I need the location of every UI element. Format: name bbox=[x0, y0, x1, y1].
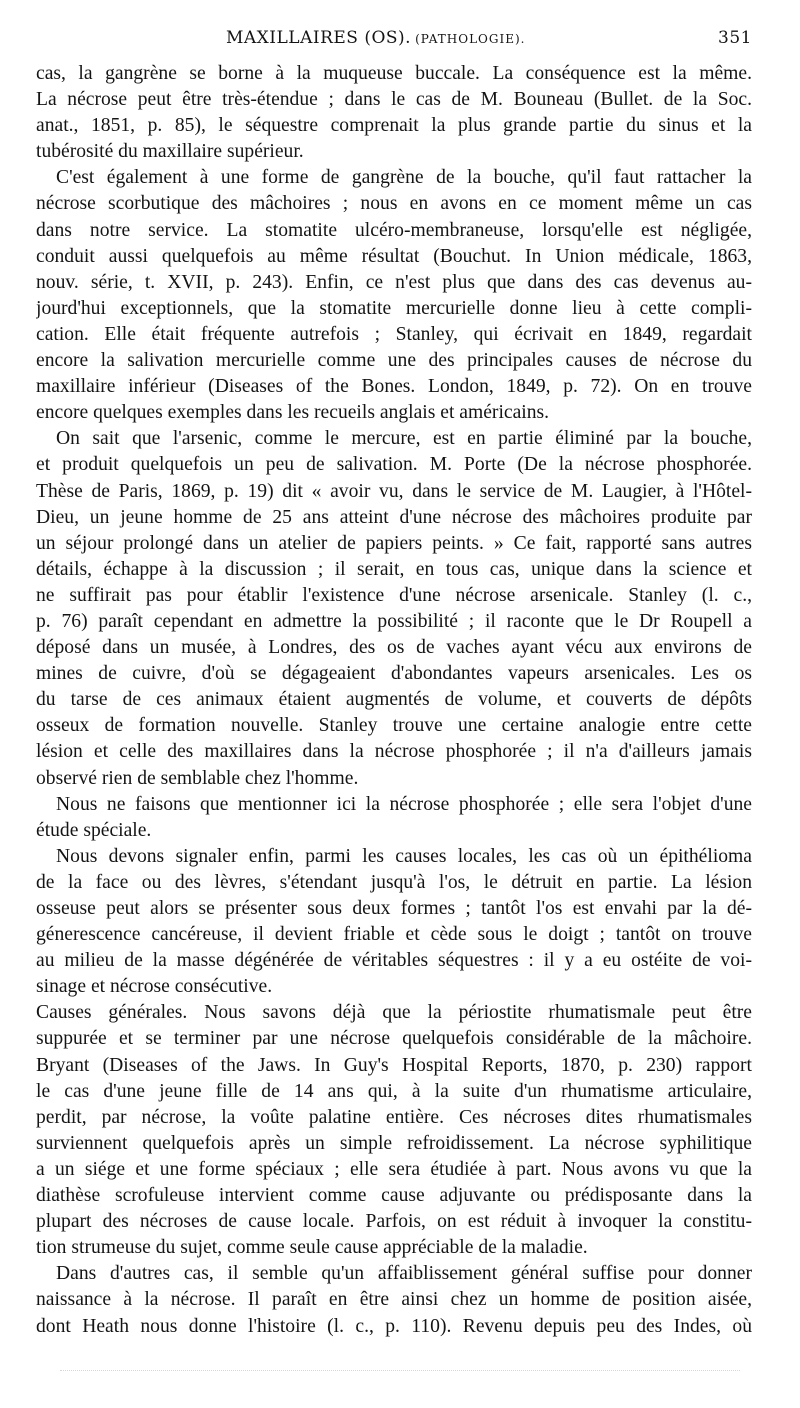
text-line: ne suffirait pas pour établir l'existence d'une nécrose arsenicale. Stanley (l. c., bbox=[36, 584, 752, 606]
text-line: un séjour prolongé dans un atelier de papiers peints. » Ce fait, rapporté sans autres bbox=[36, 532, 752, 554]
text-line: a un siége et une forme spéciaux ; elle sera étudiée à part. Nous avons vu que la bbox=[36, 1158, 752, 1180]
page-number: 351 bbox=[718, 28, 752, 48]
text-line: Dans d'autres cas, il semble qu'un affaiblissement général suffise pour donner bbox=[56, 1263, 752, 1285]
text-line: étude spéciale. bbox=[36, 819, 152, 841]
text-line: plupart des nécroses de cause locale. Parfois, on est réduit à invoquer la constitu- bbox=[36, 1211, 752, 1233]
header-subtitle: (PATHOLOGIE). bbox=[415, 32, 526, 46]
text-line: Thèse de Paris, 1869, p. 19) dit « avoir vu, dans le service de M. Laugier, à l'Hôtel- bbox=[36, 480, 752, 502]
text-line: diathèse scrofuleuse intervient comme cause adjuvante ou prédisposante dans la bbox=[36, 1185, 752, 1207]
body-text bbox=[36, 61, 752, 1340]
text-line: anat., 1851, p. 85), le séquestre comprenait la plus grande partie du sinus et la bbox=[36, 115, 752, 137]
text-line: détails, échappe à la discussion ; il serait, en tous cas, unique dans la science et bbox=[36, 558, 752, 580]
text-line: naissance à la nécrose. Il paraît en être ainsi chez un homme de position aisée, bbox=[36, 1289, 752, 1311]
text-line: osseux de formation nouvelle. Stanley trouve une certaine analogie entre cette bbox=[36, 715, 752, 737]
text-line: génerescence cancéreuse, il devient friable et cède sous le doigt ; tantôt on trouve bbox=[36, 924, 752, 946]
footer-artifact bbox=[60, 1370, 740, 1371]
text-line: osseuse peut alors se présenter sous deux formes ; tantôt l'os est envahi par la dé- bbox=[36, 898, 752, 919]
text-line: au milieu de la masse dégénérée de véritables séquestres : il y a eu ostéite de voi- bbox=[36, 950, 752, 972]
text-line: p. 76) paraît cependant en admettre la possibilité ; il raconte que le Dr Roupell a bbox=[36, 610, 752, 632]
text-line: Nous ne faisons que mentionner ici la nécrose phosphorée ; elle sera l'objet d'une bbox=[56, 793, 752, 815]
text-line: lésion et celle des maxillaires dans la nécrose phosphorée ; il n'a d'ailleurs jamais bbox=[36, 741, 752, 763]
text-line: du tarse de ces animaux étaient augmentés de volume, et couverts de dépôts bbox=[36, 689, 752, 711]
text-line: La nécrose peut être très-étendue ; dans le cas de M. Bouneau (Bullet. de la Soc. bbox=[36, 89, 752, 111]
text-line: déposé dans un musée, à Londres, des os de vaches ayant vécu aux environs de bbox=[36, 637, 752, 659]
running-header bbox=[36, 28, 752, 58]
text-line: maxillaire inférieur (Diseases of the Bones. London, 1849, p. 72). On en trouve bbox=[36, 376, 752, 398]
header-title bbox=[226, 28, 525, 48]
text-line: dont Heath nous donne l'histoire (l. c., p. 110). Revenu depuis peu des Indes, où bbox=[36, 1315, 752, 1337]
text-line: nécrose scorbutique des mâchoires ; nous en avons en ce moment même un cas bbox=[36, 193, 752, 215]
text-line: encore la salivation mercurielle comme une des principales causes de nécrose du bbox=[36, 350, 752, 372]
text-line: encore quelques exemples dans les recueils anglais et américains. bbox=[36, 402, 550, 424]
text-line: observé rien de semblable chez l'homme. bbox=[36, 767, 359, 789]
text-line: C'est également à une forme de gangrène de la bouche, qu'il faut rattacher la bbox=[56, 167, 752, 189]
text-line: On sait que l'arsenic, comme le mercure, est en partie éliminé par la bouche, bbox=[56, 428, 752, 450]
text-line: Causes générales. Nous savons déjà que la périostite rhumatismale peut être bbox=[36, 1002, 752, 1024]
text-line: nouv. série, t. XVII, p. 243). Enfin, ce n'est plus que dans des cas devenus au- bbox=[36, 271, 752, 293]
text-line: mines de cuivre, d'où se dégageaient d'abondantes vapeurs arsenicales. Les os bbox=[36, 663, 752, 685]
text-line: le cas d'une jeune fille de 14 ans qui, à la suite d'un rhumatisme articulaire, bbox=[36, 1080, 752, 1102]
text-line: et produit quelquefois un peu de salivation. M. Porte (De la nécrose phosphorée. bbox=[36, 454, 752, 476]
text-line: tubérosité du maxillaire supérieur. bbox=[36, 141, 304, 163]
text-line: de la face ou des lèvres, s'étendant jusqu'à l'os, le détruit en partie. La lésion bbox=[36, 871, 752, 893]
text-line: Nous devons signaler enfin, parmi les causes locales, les cas où un épithélioma bbox=[56, 845, 752, 867]
text-line: perdit, par nécrose, la voûte palatine entière. Ces nécroses dites rhumatismales bbox=[36, 1106, 752, 1128]
text-line: cas, la gangrène se borne à la muqueuse buccale. La conséquence est la même. bbox=[36, 63, 752, 84]
text-line: dans notre service. La stomatite ulcéro-membraneuse, lorsqu'elle est négligée, bbox=[36, 219, 752, 241]
text-line: suppurée et se terminer par une nécrose quelquefois considérable de la mâchoire. bbox=[36, 1028, 752, 1050]
text-line: sinage et nécrose consécutive. bbox=[36, 976, 273, 998]
text-line: Dieu, un jeune homme de 25 ans atteint d'une nécrose des mâchoires produite par bbox=[36, 506, 752, 528]
text-line: cation. Elle était fréquente autrefois ; Stanley, qui écrivait en 1849, regardait bbox=[36, 323, 752, 345]
header-title-text: MAXILLAIRES (OS). bbox=[226, 28, 412, 48]
text-line: conduit aussi quelquefois au même résultat (Bouchut. In Union médicale, 1863, bbox=[36, 245, 752, 267]
text-line: surviennent quelquefois après un simple refroidissement. La nécrose syphilitique bbox=[36, 1132, 752, 1154]
text-line: Bryant (Diseases of the Jaws. In Guy's Hospital Reports, 1870, p. 230) rapport bbox=[36, 1054, 752, 1076]
text-line: jourd'hui exceptionnels, que la stomatite mercurielle donne lieu à cette compli- bbox=[36, 297, 752, 319]
text-line: tion strumeuse du sujet, comme seule cause appréciable de la maladie. bbox=[36, 1237, 588, 1259]
